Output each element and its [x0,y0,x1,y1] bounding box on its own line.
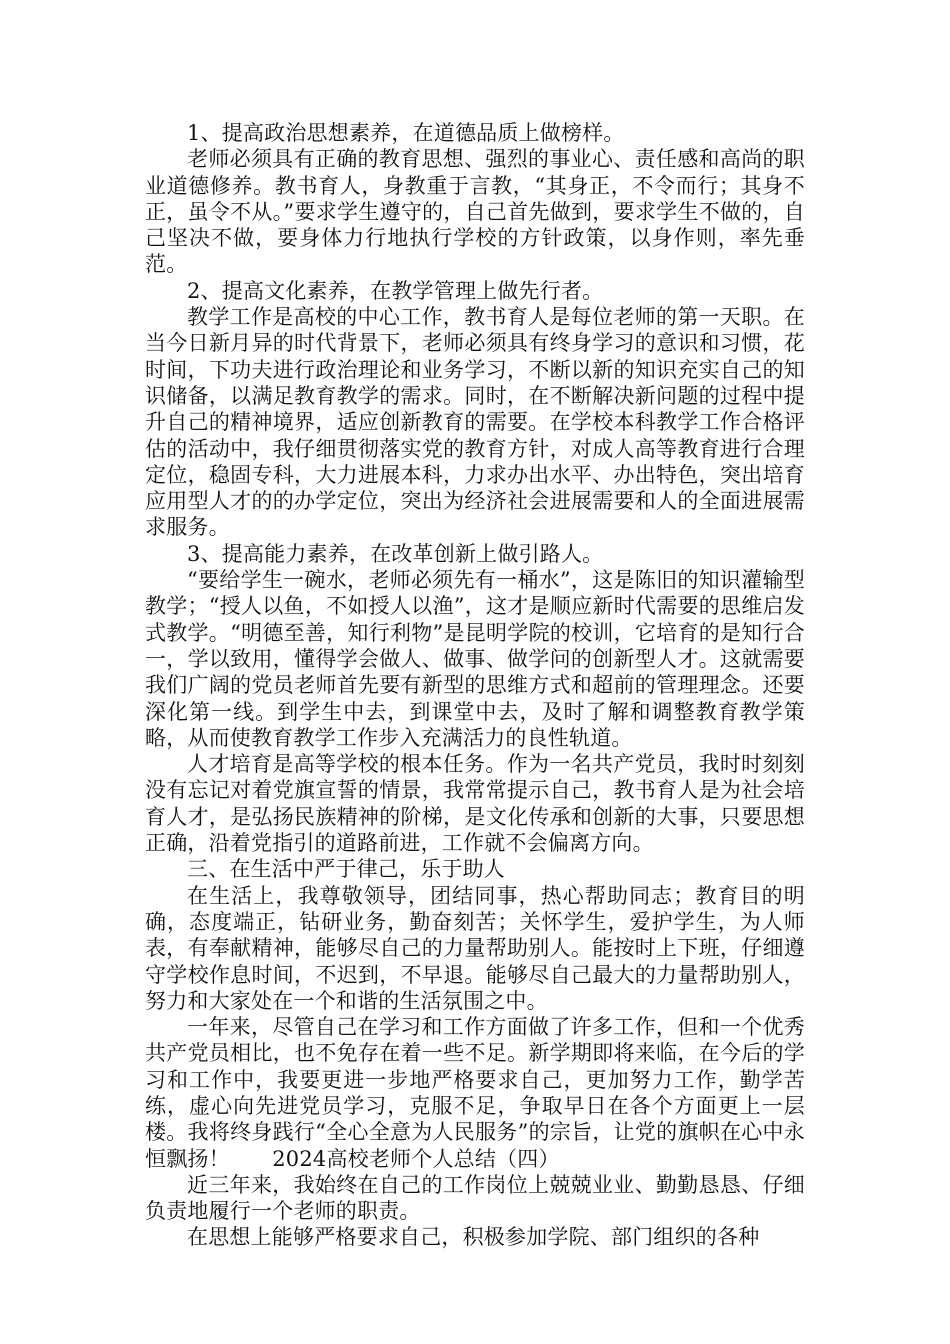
paragraph-4: 人才培育是高等学校的根本任务。作为一名共产党员，我时时刻刻没有忘记对着党旗宣誓的情景，我常常提示自己，教书育人是为社会培育人才，是弘扬民族精神的阶梯，是文化传承和创新的大事，只要思想正确，沿着党指引的道路前进，工作就不会偏离方向。 [145,752,805,856]
paragraph-1: 老师必须具有正确的教育思想、强烈的事业心、责任感和高尚的职业道德修养。教书育人，身教重于言教，“其身正，不令而行；其身不正，虽令不从。”要求学生遵守的，自己首先做到，要求学生不做的，自己坚决不做，要身体力行地执行学校的方针政策，以身作则，率先垂范。 [145,147,805,277]
paragraph-3: “要给学生一碗水，老师必须先有一桶水”，这是陈旧的知识灌输型教学；“授人以鱼，不如授人以渔”，这才是顺应新时代需要的思维启发式教学。“明德至善，知行利物”是昆明学院的校训，它培育的是知行合一，学以致用，懂得学会做人、做事、做学问的创新型人才。这就需要我们广阔的党员老师首先要有新型的思维方式和超前的管理理念。还要深化第一线。到学生中去，到课堂中去，及时了解和调整教育教学策略，从而使教育教学工作步入充满活力的良性轨道。 [145,568,805,750]
paragraph-2: 教学工作是高校的中心工作，教书育人是每位老师的第一天职。在当今日新月异的时代背景下，老师必须具有终身学习的意识和习惯，花时间，下功夫进行政治理论和业务学习，不断以新的知识充实自己的知识储备，以满足教育教学的需求。同时，在不断解决新问题的过程中提升自己的精神境界，适应创新教育的需要。在学校本科教学工作合格评估的活动中，我仔细贯彻落实党的教育方针，对成人高等教育进行合理定位，稳固专科，大力进展本科，力求办出水平、办出特色，突出培育应用型人才的的办学定位，突出为经济社会进展需要和人的全面进展需求服务。 [145,305,805,540]
section-heading-2: 2、提高文化素养，在教学管理上做先行者。 [187,278,604,303]
section-heading-4: 三、在生活中严于律己，乐于助人 [187,857,505,882]
paragraph-5: 在生活上，我尊敬领导，团结同事，热心帮助同志；教育目的明确，态度端正，钻研业务，勤奋刻苦；关怀学生，爱护学生，为人师表，有奉献精神，能够尽自己的力量帮助别人。能按时上下班，仔细遵守学校作息时间，不迟到，不早退。能够尽自己最大的力量帮助别人，努力和大家处在一个和谐的生活氛围之中。 [145,883,805,1013]
paragraph-8: 在思想上能够严格要求自己，积极参加学院、部门组织的各种 [187,1225,760,1250]
paragraph-6: 一年来，尽管自己在学习和工作方面做了许多工作，但和一个优秀共产党员相比，也不免存在着一些不足。新学期即将来临，在今后的学习和工作中，我要更进一步地严格要求自己，更加努力工作，勤学苦练，虚心向先进党员学习，克服不足，争取早日在各个方面更上一层楼。我将终身践行“全心全意为人民服务”的宗旨，让党的旗帜在心中永恒飘扬！ 2024高校老师个人总结（四） [145,1015,805,1171]
section-heading-1: 1、提高政治思想素养，在道德品质上做榜样。 [187,121,625,145]
document-page [145,120,805,1251]
section-heading-3: 3、提高能力素养，在改革创新上做引路人。 [187,541,604,566]
paragraph-7: 近三年来，我始终在自己的工作岗位上兢兢业业、勤勤恳恳、仔细负责地履行一个老师的职责。 [145,1172,805,1224]
